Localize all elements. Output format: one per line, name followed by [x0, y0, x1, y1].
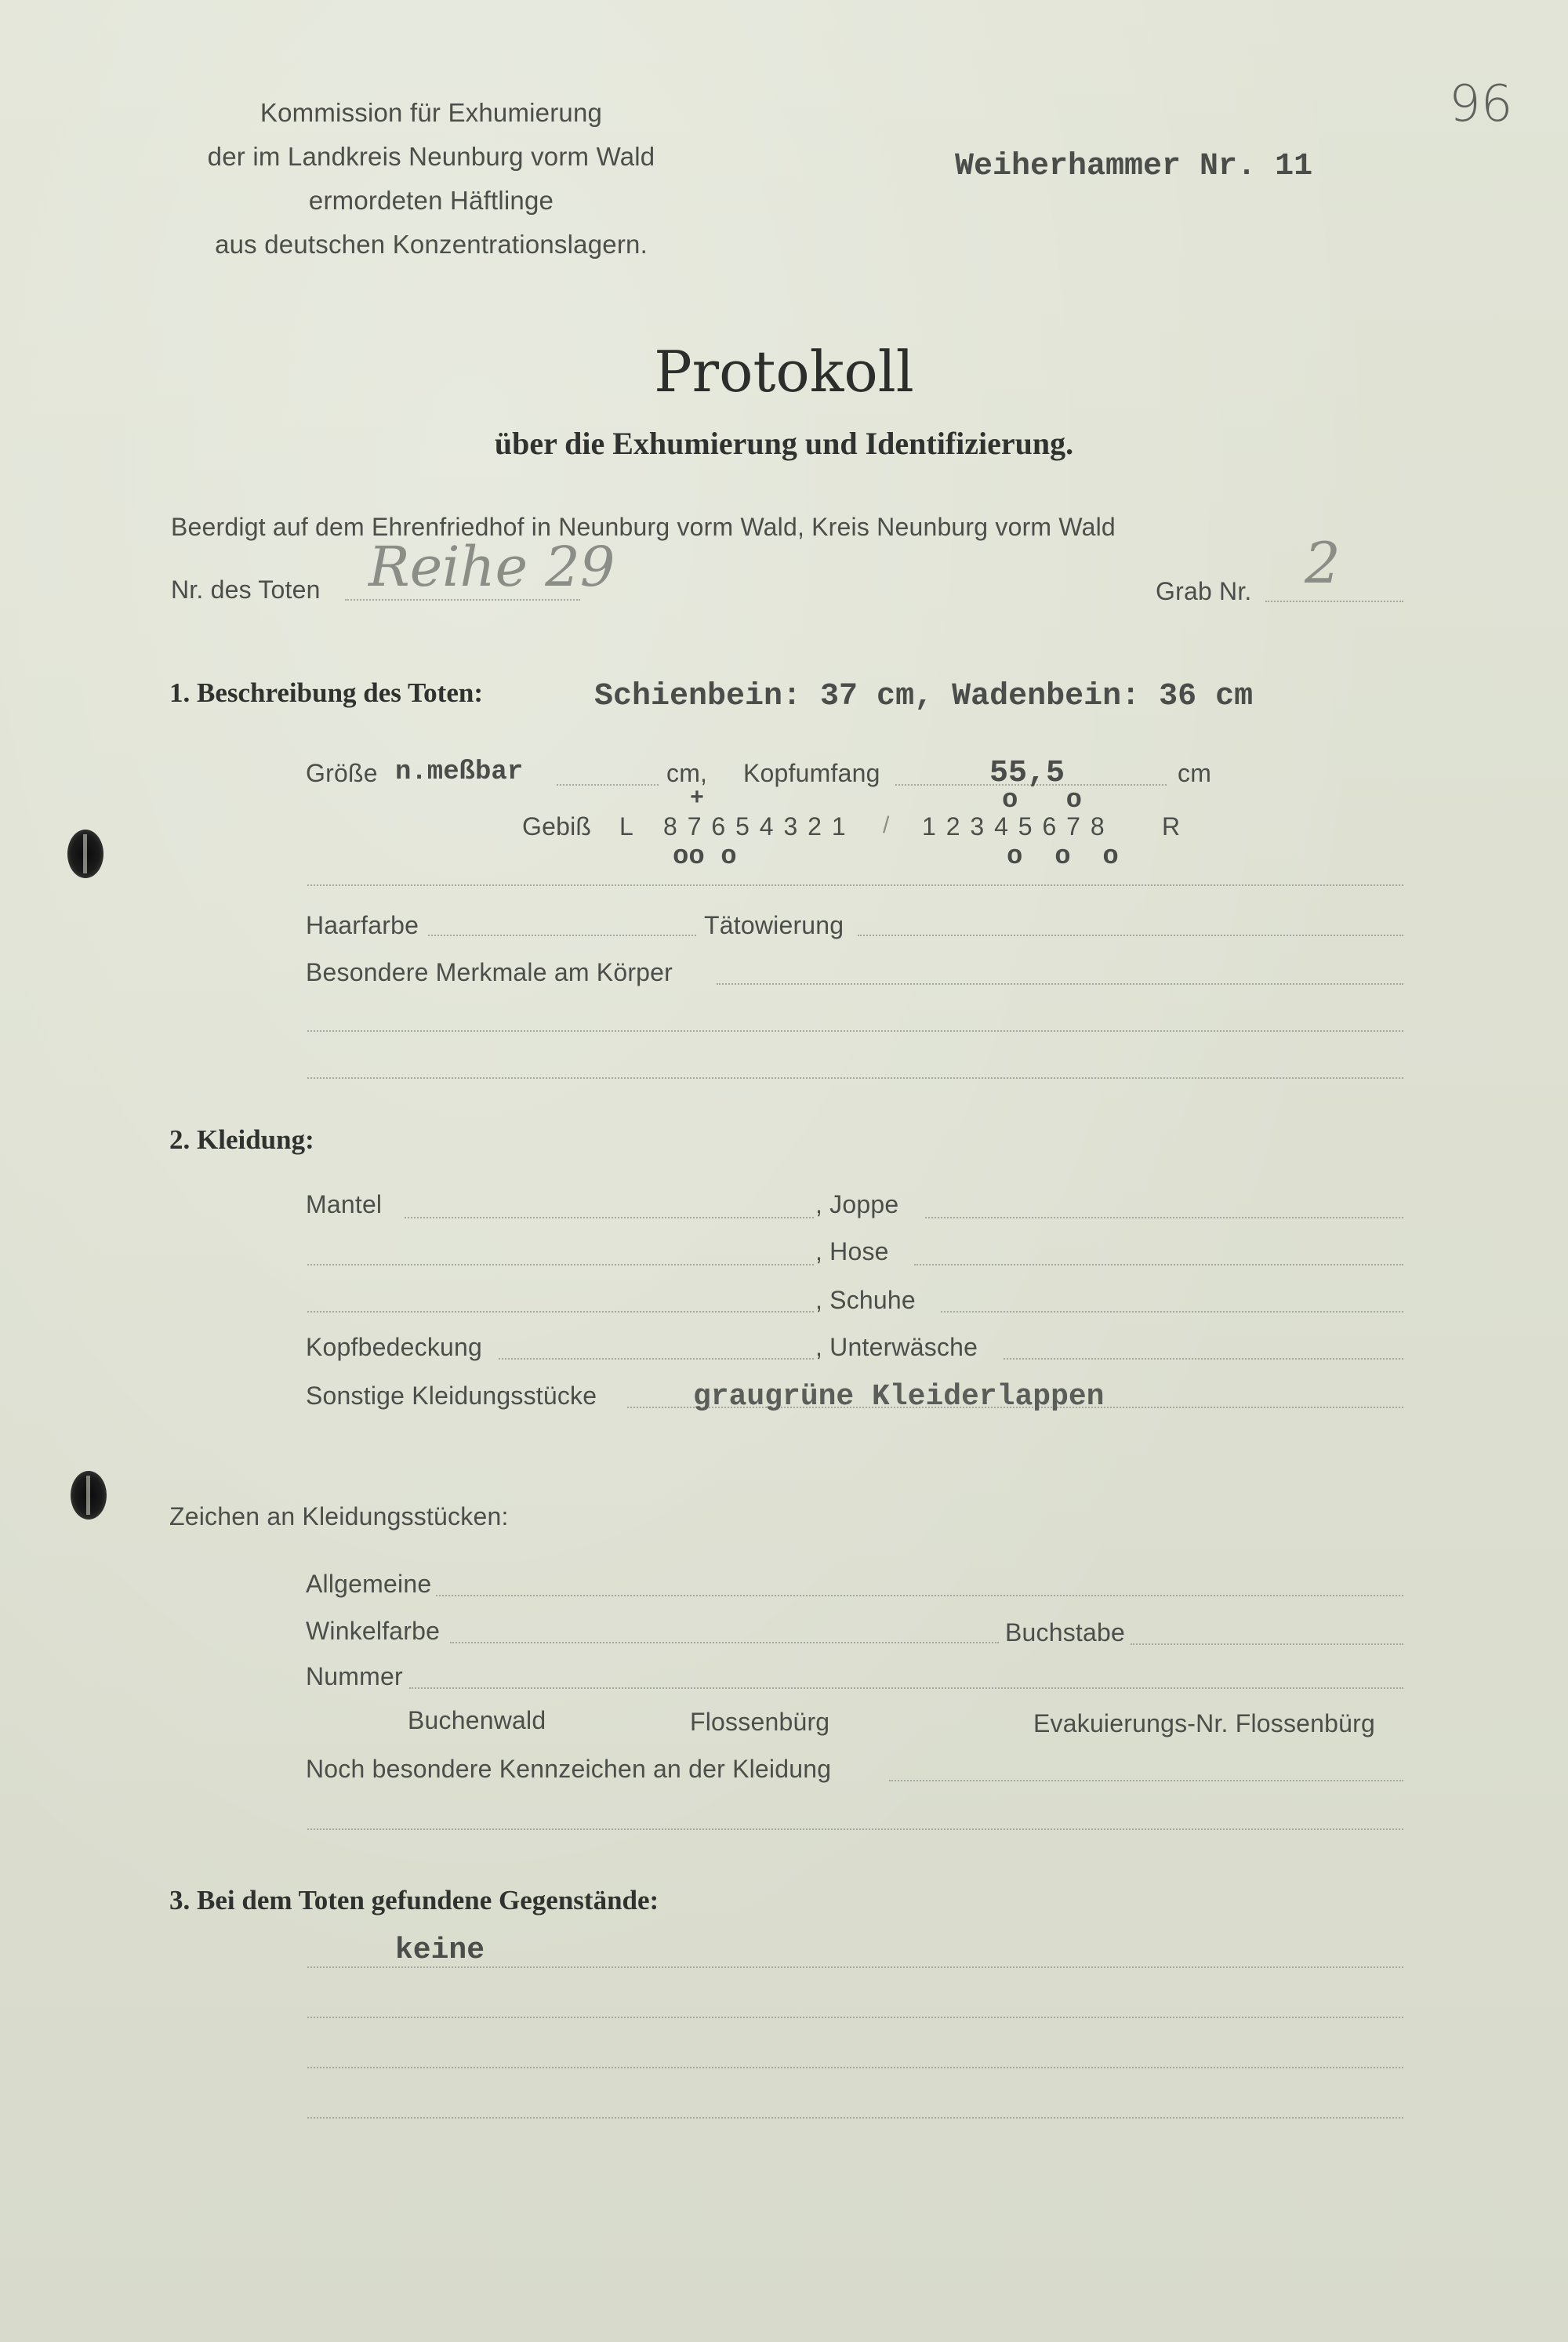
section-1-heading: 1. Beschreibung des Toten:: [169, 677, 483, 708]
commission-line-2: der im Landkreis Neunburg vorm Wald: [207, 142, 655, 171]
teeth-bottom-left-marks: oo o: [673, 842, 737, 872]
typed-location: Weiherhammer Nr. 11: [955, 149, 1313, 184]
letter-label: Buchstabe: [1005, 1618, 1126, 1647]
burial-line: Beerdigt auf dem Ehrenfriedhof in Neunburg vorm Wald, Kreis Neunburg vorm Wald: [171, 513, 1116, 541]
found-items-value: keine: [395, 1934, 485, 1967]
angle-color-line: [450, 1642, 999, 1643]
other-clothing-label: Sonstige Kleidungsstücke: [306, 1382, 597, 1410]
commission-line-1: Kommission für Exhumierung: [260, 98, 603, 127]
teeth-left-numbers: 8 7 6 5 4 3 2 1: [663, 812, 848, 841]
features-label: Besondere Merkmale am Körper: [306, 958, 673, 986]
jacket-label: , Joppe: [815, 1190, 899, 1218]
section-2-heading: 2. Kleidung:: [169, 1124, 314, 1155]
dead-number-line: [345, 599, 580, 601]
teeth-top-left-mark: +: [690, 786, 705, 812]
punch-hole-top: [67, 830, 103, 878]
commission-line-4: aus deutschen Konzentrationslagern.: [215, 230, 648, 259]
typed-description: Schienbein: 37 cm, Wadenbein: 36 cm: [594, 679, 1254, 714]
general-label: Allgemeine: [306, 1570, 432, 1598]
coat-label: Mantel: [306, 1190, 383, 1218]
general-line: [436, 1595, 1403, 1596]
teeth-left-marker: L: [619, 812, 633, 841]
tattoo-label: Tätowierung: [704, 911, 844, 939]
page-title: Protokoll: [654, 339, 914, 405]
headwear-line: [499, 1358, 814, 1360]
features-line-2: [307, 1030, 1403, 1032]
teeth-top-right-marks: o o: [1002, 786, 1083, 815]
commission-header: [149, 91, 713, 267]
flossenburg-label: Flossenbürg: [690, 1708, 830, 1736]
underwear-label: , Unterwäsche: [815, 1333, 978, 1361]
hair-color-label: Haarfarbe: [306, 911, 419, 939]
shoes-left-line: [307, 1311, 814, 1313]
punch-hole-bottom: [71, 1471, 107, 1520]
marks-heading: Zeichen an Kleidungsstücken:: [169, 1502, 509, 1530]
found-items-line-1: [307, 1966, 1403, 1968]
teeth-right-numbers: 1 2 3 4 5 6 7 8: [922, 812, 1106, 841]
trousers-left-line: [307, 1264, 814, 1265]
height-value: n.meßbar: [395, 757, 524, 787]
teeth-separator: /: [883, 812, 890, 838]
number-line: [409, 1687, 1403, 1689]
jacket-line: [925, 1217, 1403, 1218]
height-unit: cm,: [666, 759, 708, 787]
height-line: [557, 784, 659, 786]
head-circumference-value: 55,5: [989, 756, 1065, 791]
grave-number-value: 2: [1305, 530, 1341, 596]
page-number: 96: [1449, 75, 1513, 133]
other-clothing-value: graugrüne Kleiderlappen: [693, 1380, 1105, 1414]
head-circumference-unit: cm: [1178, 759, 1212, 787]
teeth-label: Gebiß: [522, 812, 592, 841]
dead-number-value: Reihe 29: [368, 535, 615, 599]
other-marks-label: Noch besondere Kennzeichen an der Kleidung: [306, 1755, 832, 1783]
shoes-label: , Schuhe: [815, 1286, 916, 1314]
features-line-3: [307, 1077, 1403, 1079]
headwear-label: Kopfbedeckung: [306, 1333, 483, 1361]
hair-color-line: [428, 935, 696, 936]
trousers-line: [914, 1264, 1403, 1265]
angle-color-label: Winkelfarbe: [306, 1617, 441, 1645]
head-circumference-label: Kopfumfang: [743, 759, 880, 787]
features-line: [717, 983, 1403, 985]
evacuation-label: Evakuierungs-Nr. Flossenbürg: [1033, 1709, 1376, 1737]
dead-number-label: Nr. des Toten: [171, 576, 321, 604]
page-subtitle: über die Exhumierung und Identifizierung.: [494, 426, 1074, 461]
found-items-line-4: [307, 2117, 1403, 2119]
tattoo-line: [858, 935, 1403, 936]
teeth-rule: [307, 884, 1403, 886]
letter-line: [1131, 1643, 1403, 1645]
grave-number-line: [1265, 601, 1403, 602]
underwear-line: [1004, 1358, 1403, 1360]
teeth-right-marker: R: [1162, 812, 1181, 841]
coat-line: [405, 1217, 814, 1218]
commission-line-3: ermordeten Häftlinge: [308, 186, 554, 215]
grave-number-label: Grab Nr.: [1156, 577, 1252, 605]
height-label: Größe: [306, 759, 378, 787]
found-items-line-2: [307, 2017, 1403, 2018]
trousers-label: , Hose: [815, 1237, 889, 1265]
section-3-heading: 3. Bei dem Toten gefundene Gegenstände:: [169, 1885, 659, 1915]
number-label: Nummer: [306, 1662, 403, 1690]
shoes-line: [941, 1311, 1403, 1313]
other-marks-line: [889, 1780, 1403, 1781]
found-items-line-3: [307, 2067, 1403, 2068]
other-marks-line-2: [307, 1828, 1403, 1830]
buchenwald-label: Buchenwald: [408, 1706, 546, 1734]
teeth-bottom-right-marks: o o o: [1007, 842, 1119, 872]
